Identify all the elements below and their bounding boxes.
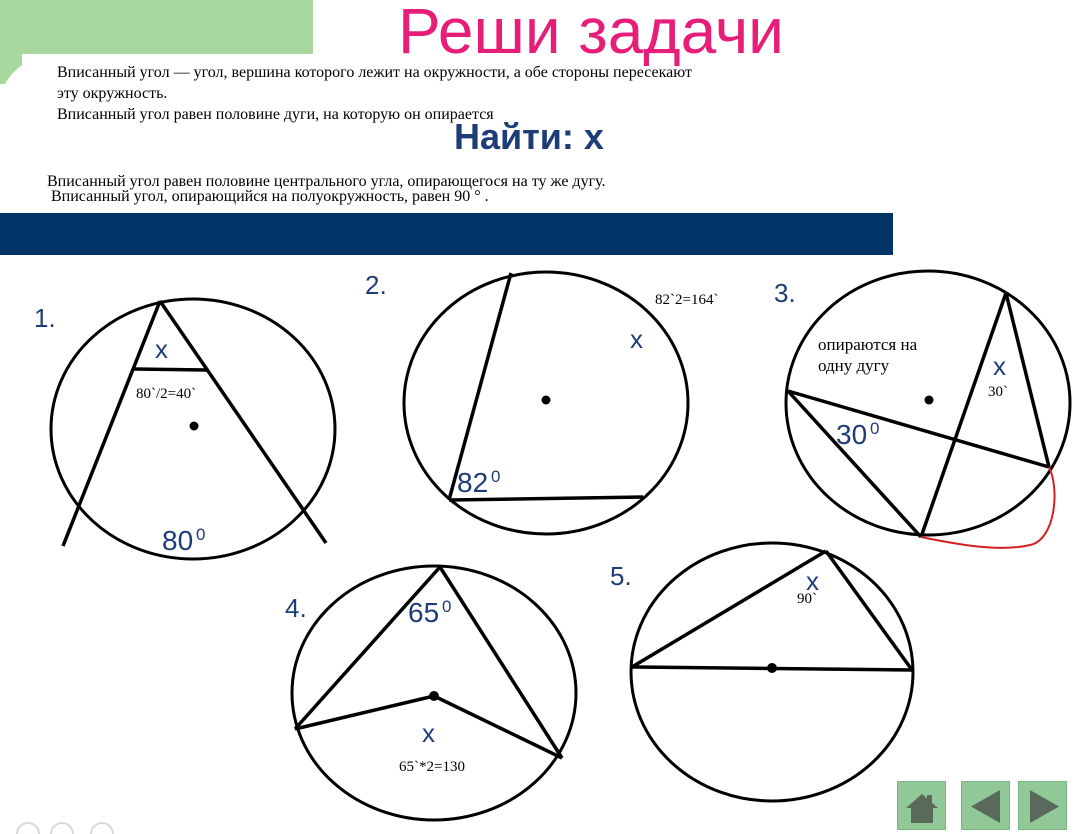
problem-5-chord-right xyxy=(826,551,912,670)
definition-line-2: эту окружность. xyxy=(57,85,168,102)
problem-4 xyxy=(285,566,576,820)
problem-1-degree: 0 xyxy=(196,525,206,544)
slideshow-control-2-icon[interactable] xyxy=(51,823,73,834)
problem-1 xyxy=(34,299,335,559)
problem-1-number: 1. xyxy=(34,303,56,333)
problem-3-given-angle: 30 xyxy=(836,419,868,450)
previous-button[interactable] xyxy=(961,781,1010,830)
problem-3-number: 3. xyxy=(774,278,796,308)
theorem-central-angle: Вписанный угол равен половине центрального угла, опирающегося на ту же дугу. xyxy=(47,173,606,190)
problem-2-chord-left xyxy=(449,273,511,500)
problem-2-variable: х xyxy=(630,324,643,354)
arrow-left-icon xyxy=(962,782,1011,831)
home-icon xyxy=(898,782,947,831)
problem-4-degree: 0 xyxy=(442,597,452,616)
next-button[interactable] xyxy=(1018,781,1067,830)
problem-1-variable: х xyxy=(155,334,168,364)
problem-2-degree: 0 xyxy=(491,467,501,486)
page-title: Реши задачи xyxy=(398,0,784,67)
slideshow-control-3-icon[interactable] xyxy=(91,823,113,834)
problem-3-chord-long xyxy=(788,391,1049,467)
problem-4-center-dot xyxy=(429,691,439,701)
problem-2-center-dot xyxy=(542,396,551,405)
definition-line-1: Вписанный угол — угол, вершина которого лежит на окружности, а обе стороны пересекают xyxy=(57,64,692,81)
slideshow-control-1-icon[interactable] xyxy=(17,823,39,834)
problem-1-center-dot xyxy=(190,422,199,431)
problem-5-variable: х xyxy=(806,566,819,596)
problem-5-chord-left xyxy=(632,551,826,667)
theorem-semicircle: Вписанный угол, опирающийся на полуокружность, равен 90 ° . xyxy=(51,188,489,205)
problem-3-chord-right xyxy=(1006,293,1049,467)
problem-3-note-line-2: одну дугу xyxy=(818,356,890,375)
problem-5 xyxy=(610,543,913,801)
problem-1-angle-mark xyxy=(134,369,207,370)
problem-5-note: 90` xyxy=(797,591,817,607)
problem-1-chord-left xyxy=(63,301,160,546)
problem-2-note: 82`2=164` xyxy=(655,292,719,308)
problem-2-number: 2. xyxy=(365,270,387,300)
problem-4-note: 65`*2=130 xyxy=(399,759,465,775)
problem-4-chord-left xyxy=(295,567,440,729)
problem-4-radius-left xyxy=(295,696,434,729)
theorem-half-arc: Вписанный угол равен половине дуги, на которую он опирается xyxy=(57,106,494,123)
problem-3 xyxy=(774,271,1070,548)
problem-3-answer-note: 30` xyxy=(988,384,1008,400)
page-subtitle: Найти: х xyxy=(454,116,604,157)
problem-3-note-line-1: опираются на xyxy=(818,335,918,354)
arrow-right-icon xyxy=(1019,782,1068,831)
problem-1-note: 80`/2=40` xyxy=(136,386,197,402)
home-button[interactable] xyxy=(897,781,946,830)
problem-3-variable: х xyxy=(993,351,1006,381)
problem-4-given-angle: 65 xyxy=(408,597,440,628)
slideshow-controls xyxy=(0,818,120,834)
problem-2-given-angle: 82 xyxy=(457,467,489,498)
problem-5-center-dot xyxy=(767,663,777,673)
problem-3-degree: 0 xyxy=(870,419,880,438)
problem-3-center-dot xyxy=(925,396,934,405)
problem-1-chord-right xyxy=(160,301,326,543)
problem-5-number: 5. xyxy=(610,561,632,591)
problem-2 xyxy=(365,270,718,534)
problem-1-given-angle: 80 xyxy=(162,525,194,556)
problem-4-variable: х xyxy=(422,718,435,748)
problem-3-chord-cross xyxy=(921,293,1006,537)
problem-4-number: 4. xyxy=(285,593,307,623)
